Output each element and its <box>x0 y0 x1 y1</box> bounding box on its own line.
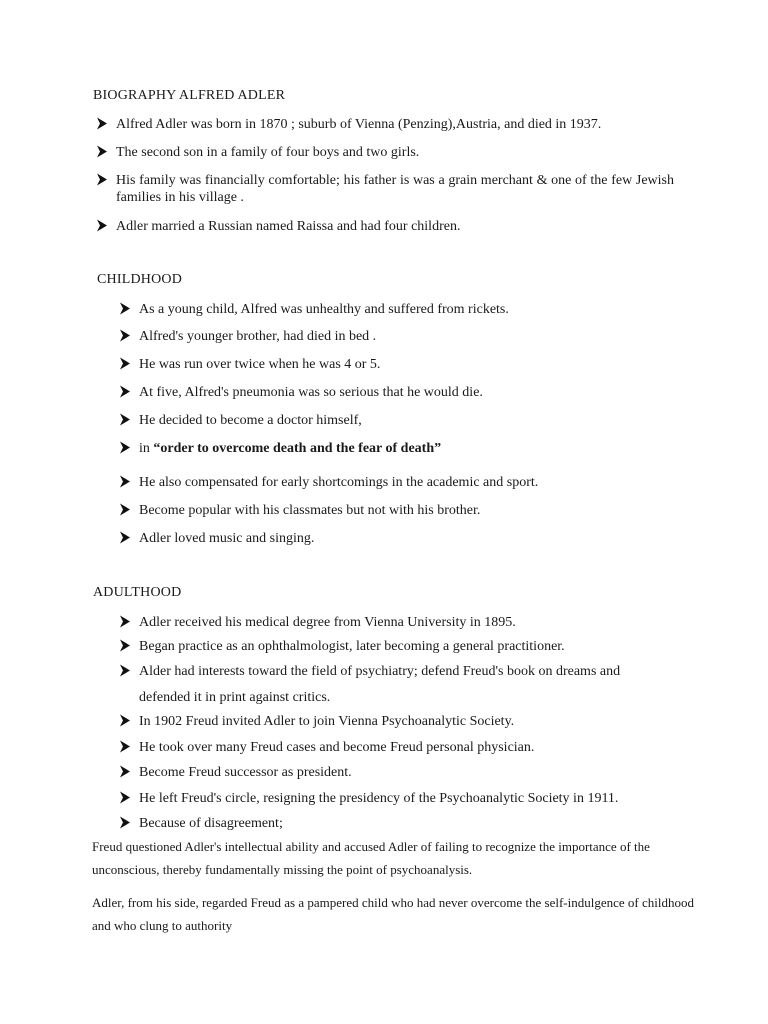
list-item <box>96 218 676 235</box>
list-item <box>96 116 676 133</box>
list-item <box>119 614 689 631</box>
quote-prefix: in <box>139 441 154 456</box>
list-item-text: Adler married a Russian named Raissa and had four children. <box>116 219 461 234</box>
arrow-bullet-icon <box>96 173 110 187</box>
list-item-text: Alfred Adler was born in 1870 ; suburb of Vienna (Penzing),Austria, and died in 1937. <box>116 117 602 132</box>
list-item-text: Alder had interests toward the field of psychiatry; defend Freud's book on dreams and <box>139 664 621 679</box>
list-item-text: Become popular with his classmates but not with his brother. <box>139 503 481 518</box>
arrow-bullet-icon <box>96 117 110 131</box>
list-item <box>119 638 689 655</box>
quote-bold-text: “order to overcome death and the fear of death” <box>153 441 442 456</box>
list-item-continuation: defended it in print against critics. <box>139 690 331 705</box>
list-item-text: Began practice as an ophthalmologist, later becoming a general practitioner. <box>139 639 565 654</box>
list-item <box>119 474 679 491</box>
list-item <box>96 172 676 208</box>
list-item <box>119 384 679 401</box>
list-item <box>119 764 689 781</box>
list-item-text: In 1902 Freud invited Adler to join Vienna Psychoanalytic Society. <box>139 714 515 729</box>
arrow-bullet-icon <box>119 357 133 371</box>
list-item <box>119 412 679 429</box>
list-item-text: Alfred's younger brother, had died in bed . <box>139 329 377 344</box>
list-item <box>119 713 689 730</box>
list-item <box>119 328 679 345</box>
list-item-text: His family was financially comfortable; his father is was a grain merchant & one of the few Jewish families in his village . <box>116 173 674 205</box>
list-item-text: He decided to become a doctor himself, <box>139 413 362 428</box>
arrow-bullet-icon <box>119 639 133 653</box>
list-item-text: He took over many Freud cases and become Freud personal physician. <box>139 740 535 755</box>
list-item-text: At five, Alfred's pneumonia was so serious that he would die. <box>139 385 483 400</box>
arrow-bullet-icon <box>119 302 133 316</box>
body-paragraph: Adler, from his side, regarded Freud as a pampered child who had never overcome the self-indulgence of childhood and who clung to authority <box>92 895 694 933</box>
list-item <box>119 530 679 547</box>
arrow-bullet-icon <box>119 441 133 455</box>
list-item <box>119 356 679 373</box>
list-item <box>119 815 689 832</box>
list-item-text: Adler loved music and singing. <box>139 531 315 546</box>
list-item <box>119 502 679 519</box>
arrow-bullet-icon <box>119 615 133 629</box>
arrow-bullet-icon <box>119 385 133 399</box>
arrow-bullet-icon <box>96 145 110 159</box>
list-item-text: He also compensated for early shortcomings in the academic and sport. <box>139 475 539 490</box>
arrow-bullet-icon <box>119 765 133 779</box>
list-item <box>119 301 679 318</box>
list-item-text: Adler received his medical degree from Vienna University in 1895. <box>139 615 516 630</box>
list-item <box>119 739 689 756</box>
list-item-text: As a young child, Alfred was unhealthy and suffered from rickets. <box>139 302 509 317</box>
section-heading-childhood: CHILDHOOD <box>97 272 183 287</box>
arrow-bullet-icon <box>96 219 110 233</box>
arrow-bullet-icon <box>119 531 133 545</box>
arrow-bullet-icon <box>119 413 133 427</box>
arrow-bullet-icon <box>119 714 133 728</box>
body-paragraph: Freud questioned Adler's intellectual ability and accused Adler of failing to recognize the importance of the unconscious, thereby fundamentally missing the point of psychoanalysis. <box>92 839 650 877</box>
list-item <box>96 144 676 161</box>
arrow-bullet-icon <box>119 740 133 754</box>
list-item <box>119 663 689 680</box>
section-heading-adulthood: ADULTHOOD <box>93 585 182 600</box>
arrow-bullet-icon <box>119 664 133 678</box>
arrow-bullet-icon <box>119 503 133 517</box>
list-item-quote <box>119 440 679 457</box>
list-item-text: The second son in a family of four boys and two girls. <box>116 145 420 160</box>
quote-line <box>139 440 441 457</box>
arrow-bullet-icon <box>119 816 133 830</box>
document-title: BIOGRAPHY ALFRED ADLER <box>93 88 286 103</box>
list-item-text: Because of disagreement; <box>139 816 283 831</box>
list-item-text: He was run over twice when he was 4 or 5. <box>139 357 381 372</box>
arrow-bullet-icon <box>119 329 133 343</box>
list-item-text: He left Freud's circle, resigning the presidency of the Psychoanalytic Society in 1911. <box>139 791 619 806</box>
list-item-text: Become Freud successor as president. <box>139 765 352 780</box>
arrow-bullet-icon <box>119 791 133 805</box>
list-item <box>119 790 689 807</box>
arrow-bullet-icon <box>119 475 133 489</box>
